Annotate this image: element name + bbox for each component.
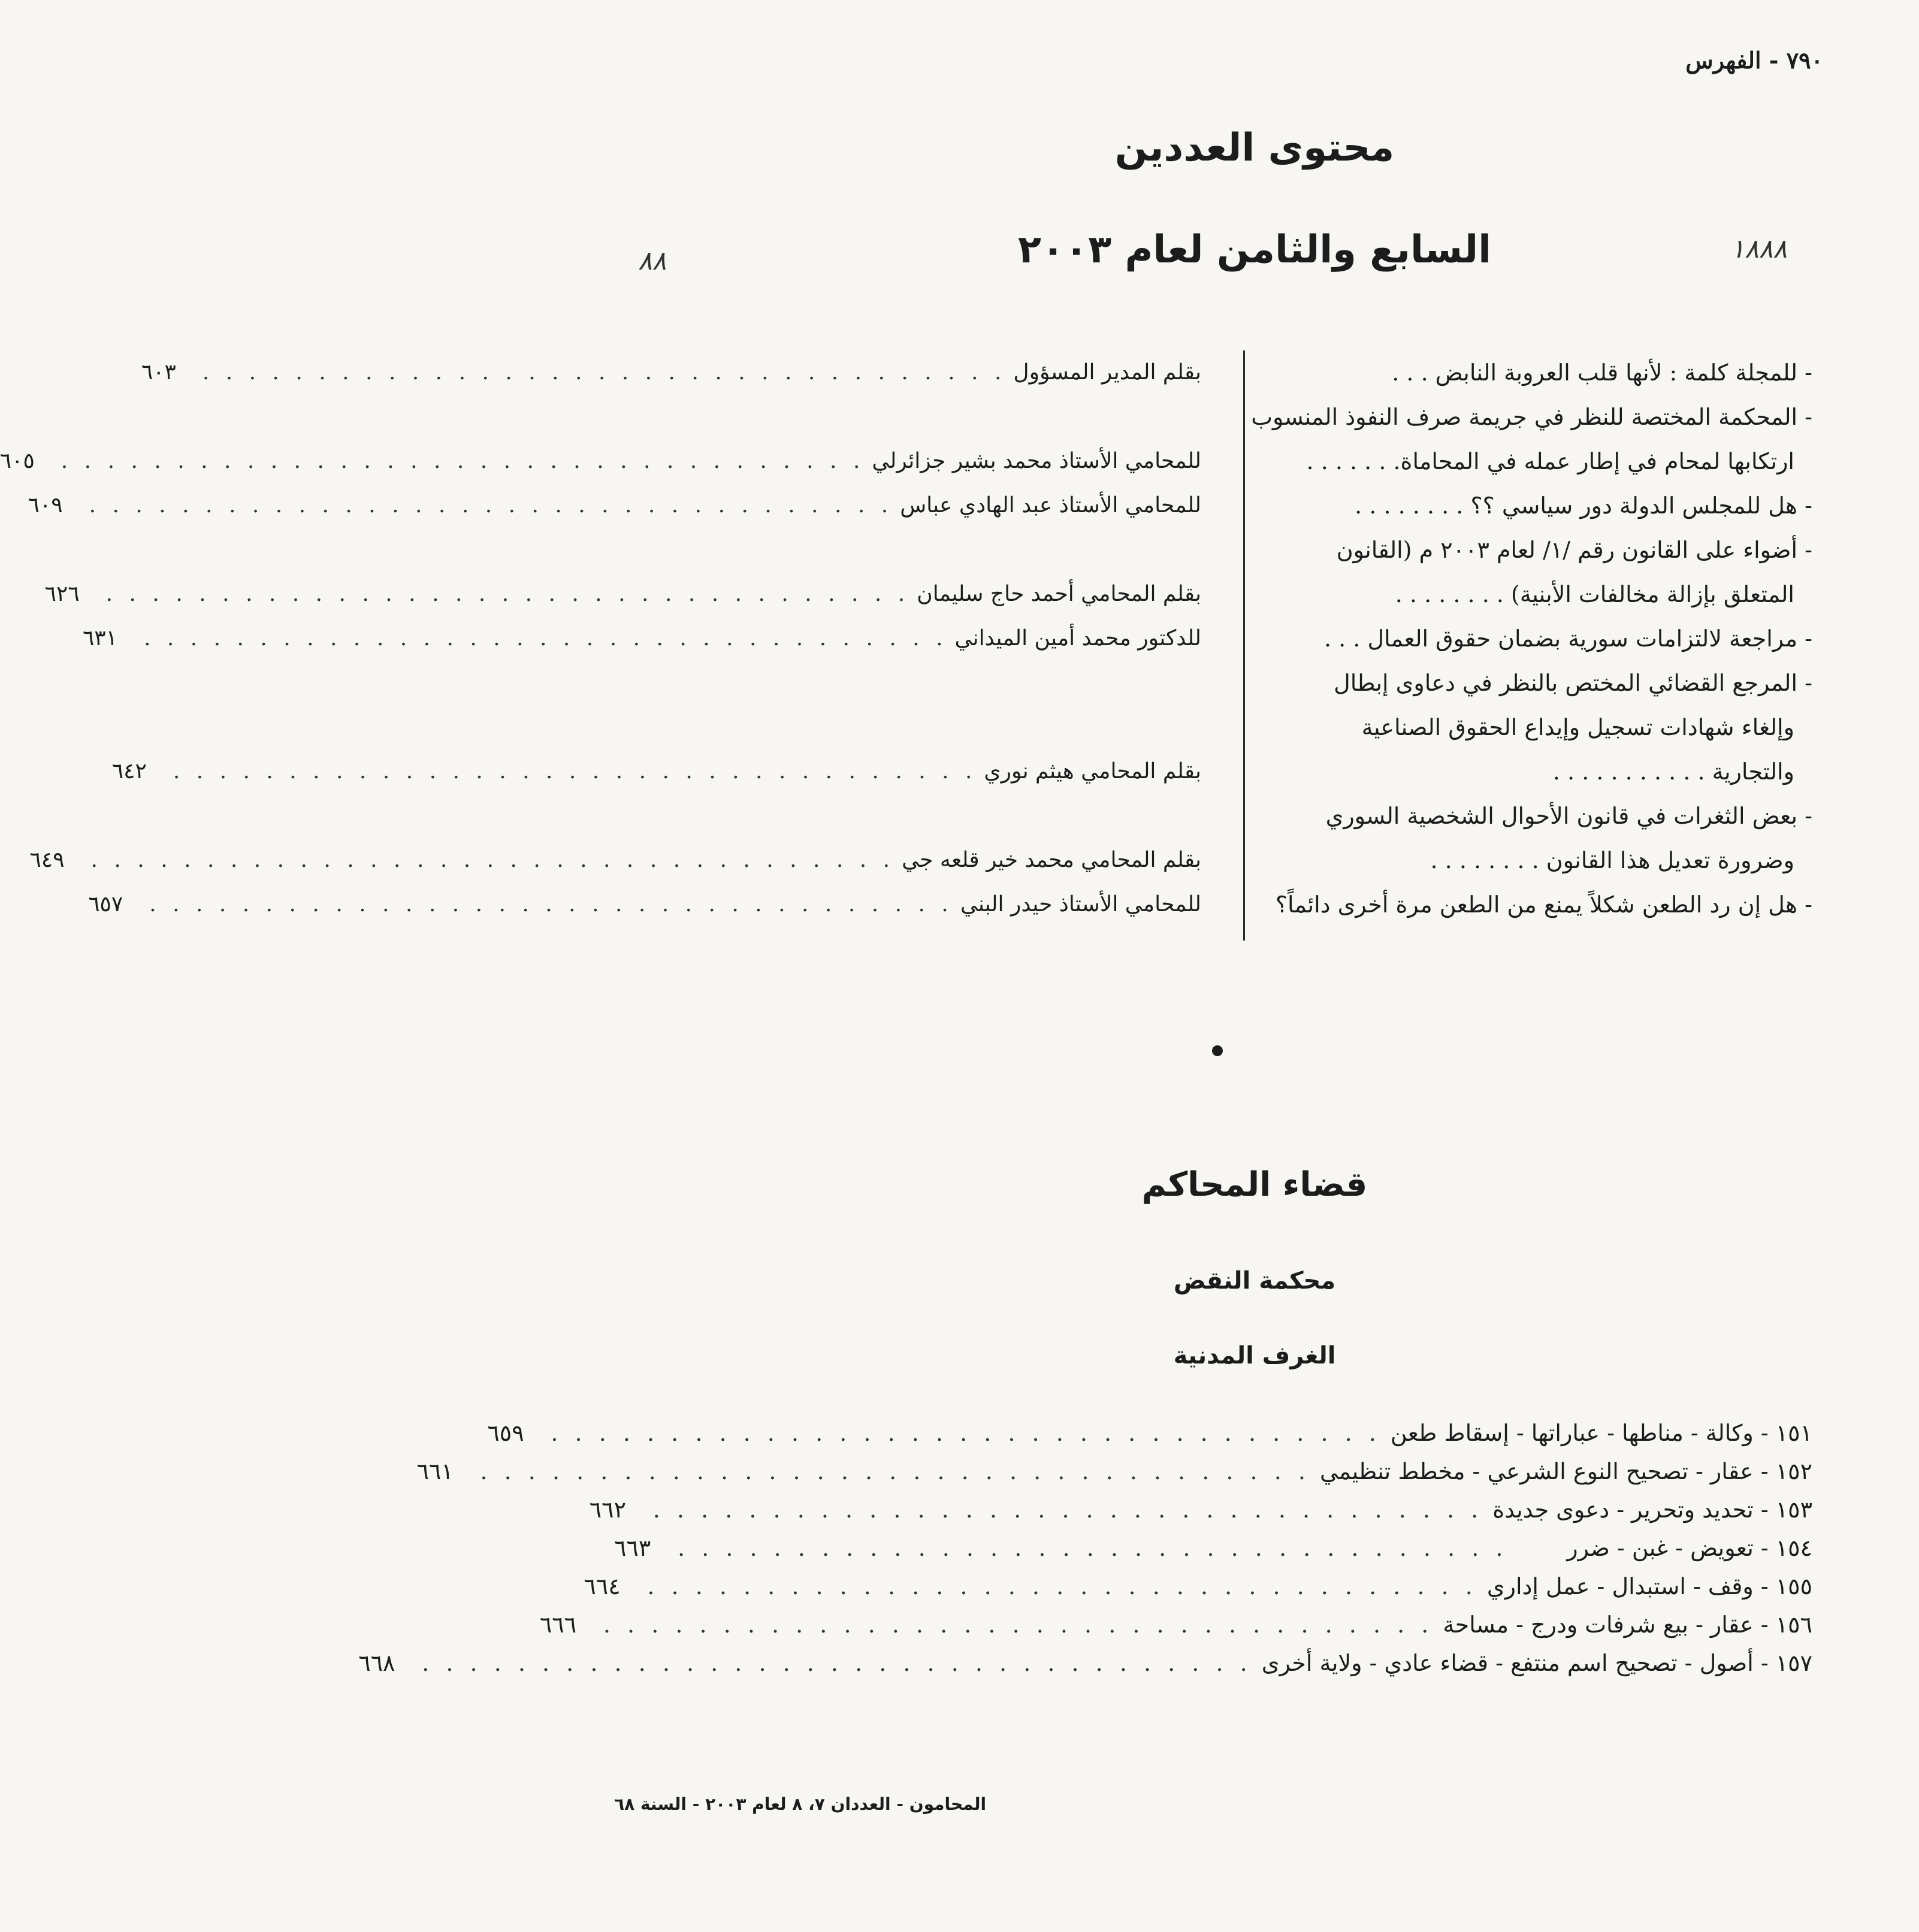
- page-number: ٦٤٩: [29, 848, 65, 872]
- rulings-list: [358, 1414, 1812, 1682]
- leader-dots: . . . . . . . . . . . . . . . . . . . . . . . . . . . . . . . . . . .: [90, 848, 895, 872]
- leader-dots: . . . . . . . . . . . . . . . . . . . . . . . . . . . . . . . . . . .: [480, 1458, 1310, 1484]
- article-entry: [1243, 350, 1812, 395]
- leader-dots: . . . . . . . . . . . . . . . . . . . . . . . . . . . . . . . . . . .: [551, 1420, 1381, 1446]
- ruling-text: ١٥١ - وكالة - مناطها - عباراتها - إسقاط طعن: [1390, 1420, 1812, 1446]
- leader-dots: . . . . . . . . . . . . . . . . . . . . . . . . . . . . . . . . . . .: [603, 1611, 1434, 1638]
- court-heading: محكمة النقض: [1173, 1267, 1336, 1295]
- page-number: ٦٠٥: [0, 449, 35, 473]
- page-number: ٦٦٨: [358, 1650, 395, 1676]
- author-entry: [111, 749, 1201, 794]
- article-title-line: - هل للمجلس الدولة دور سياسي ؟؟ . . . . . . . .: [1355, 492, 1812, 519]
- author-entry: [44, 572, 1201, 616]
- leader-dots: . . . . . . . . . . . . . . . . . . . . . . . . . . . . . . . . . . .: [173, 759, 977, 784]
- author-name: بقلم المحامي هيثم نوري: [984, 759, 1201, 784]
- leader-dots: . . . . . . . . . . . . . . . . . . . . . . . . . . . . . . . . . . .: [647, 1573, 1477, 1600]
- running-head: ٧٩٠ - الفهرس: [1685, 47, 1823, 74]
- chamber-heading: الغرف المدنية: [1173, 1342, 1336, 1369]
- author-name: بقلم المحامي محمد خير قلعه جي: [902, 848, 1201, 872]
- leader-dots: . . . . . . . . . . . . . . . . . . . . . . . . . . . . . . . . . . .: [652, 1496, 1483, 1523]
- article-title-line: وضرورة تعديل هذا القانون . . . . . . . .: [1430, 847, 1794, 873]
- leader-dots: . . . . . . . . . . . . . . . . . . . . . . . . . . . . . . . . . . .: [678, 1535, 1508, 1561]
- article-title-line: وإلغاء شهادات تسجيل وإيداع الحقوق الصناعية: [1361, 714, 1794, 740]
- ruling-text: ١٥٢ - عقار - تصحيح النوع الشرعي - مخطط تنظيمي: [1319, 1458, 1812, 1484]
- page-subtitle: السابع والثامن لعام ٢٠٠٣: [1017, 228, 1492, 272]
- ruling-text: ١٥٧ - أصول - تصحيح اسم منتفع - قضاء عادي - ولاية أخرى: [1261, 1650, 1812, 1676]
- author-name: للدكتور محمد أمين الميداني: [954, 626, 1201, 651]
- page-number: ٦٥٧: [88, 892, 123, 917]
- separator-dot: [1212, 1045, 1223, 1056]
- ruling-entry: [358, 1644, 1812, 1682]
- ruling-text: ١٥٤ - تعويض - غبن - ضرر: [1567, 1535, 1812, 1561]
- page-number: ٦٦٤: [584, 1573, 621, 1600]
- articles-toc: [0, 350, 1812, 950]
- article-title-line: - المرجع القضائي المختص بالنظر في دعاوى إبطال: [1334, 670, 1812, 696]
- page-number: ٦٣١: [82, 626, 117, 651]
- page-number: ٦٦٢: [589, 1496, 626, 1523]
- article-title-line: والتجارية . . . . . . . . . . .: [1552, 758, 1794, 785]
- ruling-entry: [584, 1567, 1812, 1606]
- page-number: ٦٦٣: [614, 1535, 651, 1561]
- leader-dots: . . . . . . . . . . . . . . . . . . . . . . . . . . . . . . . . . . .: [61, 449, 865, 473]
- author-entry: [141, 350, 1201, 395]
- page-number: ٦٠٩: [28, 493, 63, 518]
- author-name: بقلم المدير المسؤول: [1013, 360, 1201, 385]
- article-title-line: - أضواء على القانون رقم /١/ لعام ٢٠٠٣ م (القانون: [1336, 537, 1812, 563]
- leader-dots: . . . . . . . . . . . . . . . . . . . . . . . . . . . . . . . . . . .: [89, 493, 893, 518]
- article-entry: [1243, 395, 1812, 483]
- author-name: للمحامي الأستاذ عبد الهادي عباس: [900, 493, 1201, 518]
- article-title-line: - المحكمة المختصة للنظر في جريمة صرف النفوذ المنسوب: [1251, 404, 1812, 430]
- page-footer: المحامون - العددان ٧، ٨ لعام ٢٠٠٣ - السنة ٦٨: [614, 1794, 987, 1814]
- page-number: ٦٢٦: [44, 582, 80, 606]
- author-entry: [82, 616, 1201, 661]
- ruling-entry: [614, 1529, 1812, 1567]
- ruling-entry: [539, 1606, 1812, 1644]
- leader-dots: . . . . . . . . . . . . . . . . . . . . . . . . . . . . . . . . . . .: [105, 582, 910, 606]
- page-number: ٦٥٩: [487, 1420, 524, 1446]
- page-number: ٦٦٦: [539, 1611, 577, 1638]
- author-entry: [0, 439, 1201, 483]
- page-number: ٦٠٣: [141, 360, 176, 385]
- page-number: ٦٤٢: [111, 759, 147, 784]
- author-entry: [28, 483, 1201, 528]
- author-name: للمحامي الأستاذ محمد بشير جزائرلي: [872, 449, 1201, 473]
- article-title-line: المتعلق بإزالة مخالفات الأبنية) . . . . . . . .: [1395, 581, 1794, 607]
- author-entry: [29, 838, 1201, 882]
- ruling-entry: [589, 1490, 1812, 1529]
- article-entry: [1243, 794, 1812, 882]
- ruling-text: ١٥٣ - تحديد وتحرير - دعوى جديدة: [1492, 1496, 1812, 1523]
- article-title-line: ارتكابها لمحام في إطار عمله في المحاماة. . . . . . .: [1306, 448, 1794, 474]
- leader-dots: . . . . . . . . . . . . . . . . . . . . . . . . . . . . . . . . . . .: [422, 1650, 1252, 1676]
- ruling-text: ١٥٥ - وقف - استبدال - عمل إداري: [1486, 1573, 1812, 1600]
- article-title-line: - هل إن رد الطعن شكلاً يمنع من الطعن مرة أخرى دائماً؟: [1275, 891, 1812, 918]
- article-entry: [1243, 616, 1812, 661]
- handwritten-note-right: ١٨٨٨: [1730, 234, 1787, 264]
- ruling-text: ١٥٦ - عقار - بيع شرفات ودرج - مساحة: [1443, 1611, 1812, 1638]
- author-name: بقلم المحامي أحمد حاج سليمان: [917, 582, 1201, 606]
- article-entry: [1243, 528, 1812, 616]
- author-entry: [88, 882, 1201, 927]
- article-title-line: - للمجلة كلمة : لأنها قلب العروبة النابض . . .: [1392, 359, 1812, 386]
- leader-dots: . . . . . . . . . . . . . . . . . . . . . . . . . . . . . . . . . . .: [143, 626, 948, 651]
- section-title: قضاء المحاكم: [1141, 1165, 1368, 1204]
- ruling-entry: [416, 1452, 1812, 1490]
- handwritten-note-left: ٨٨: [638, 246, 667, 276]
- page-number: ٦٦١: [416, 1458, 454, 1484]
- author-name: للمحامي الأستاذ حيدر البني: [960, 892, 1201, 917]
- article-title-line: - بعض الثغرات في قانون الأحوال الشخصية السوري: [1325, 803, 1812, 829]
- ruling-entry: [487, 1414, 1812, 1452]
- leader-dots: . . . . . . . . . . . . . . . . . . . . . . . . . . . . . . . . . . .: [202, 360, 1007, 385]
- article-entry: [1243, 661, 1812, 794]
- article-entry: [1243, 882, 1812, 927]
- page-title: محتوى العددين: [1114, 126, 1395, 170]
- article-entry: [1243, 483, 1812, 528]
- article-title-line: - مراجعة لالتزامات سورية بضمان حقوق العمال . . .: [1323, 625, 1812, 652]
- leader-dots: . . . . . . . . . . . . . . . . . . . . . . . . . . . . . . . . . . .: [149, 892, 953, 917]
